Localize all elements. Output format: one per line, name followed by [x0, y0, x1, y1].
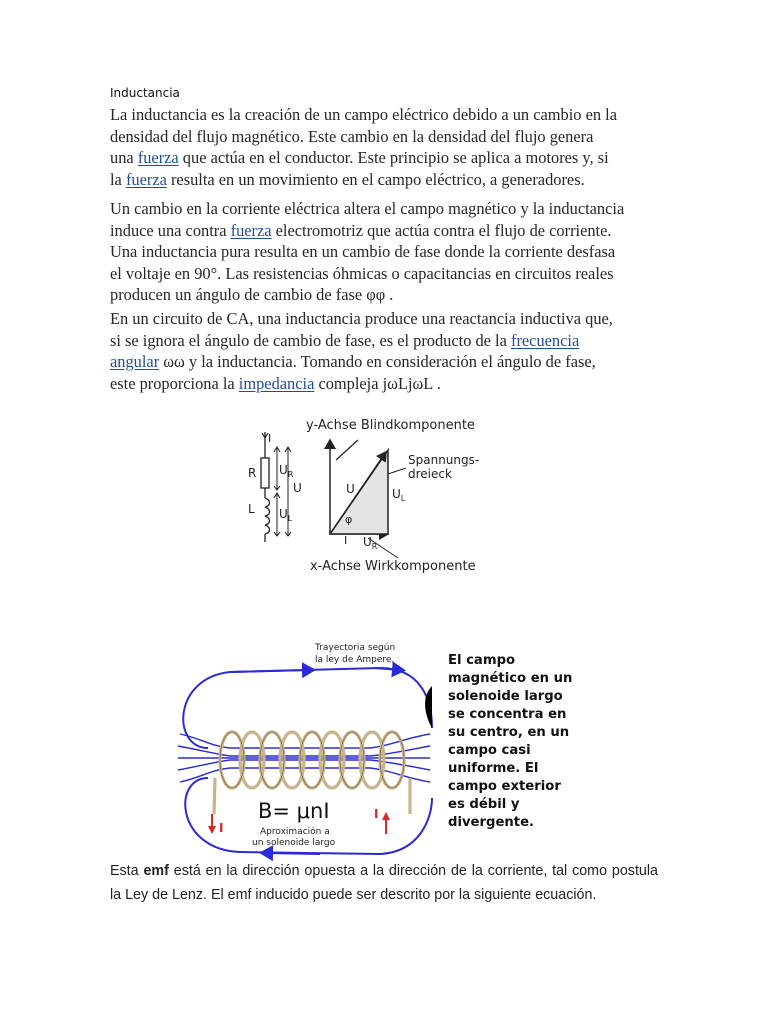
- triangle-label: Spannungs-: [408, 453, 480, 467]
- phi-label: φ: [345, 513, 353, 526]
- current-in-label: I: [219, 821, 224, 835]
- inductor-label: L: [248, 502, 255, 516]
- trajectory-label: Trayectoria según: [315, 643, 396, 653]
- solenoid-figure: [170, 638, 590, 868]
- formula: B= μnI: [258, 799, 330, 823]
- text-span: induce una contra: [110, 220, 231, 240]
- text-line: La inductancia es la creación de un campo eléctrico debido a un cambio en la: [110, 105, 617, 124]
- text-line: Un cambio en la corriente eléctrica altera el campo magnético y la inductancia: [110, 199, 625, 218]
- paragraph-3: [110, 308, 670, 394]
- ur-label: $U_R$: [279, 463, 294, 479]
- paragraph-1: [110, 104, 670, 190]
- text-line: En un circuito de CA, una inductancia produce una reactancia inductiva que,: [110, 309, 613, 328]
- approximation-label: un solenoide largo: [252, 838, 336, 848]
- text-line: [110, 169, 670, 191]
- trajectory-label: la ley de Ampere.: [315, 655, 395, 665]
- u-label: U: [293, 481, 302, 495]
- text-span: si se ignora el ángulo de cambio de fase, es el producto de la: [110, 330, 511, 350]
- paragraph-2: [110, 198, 670, 306]
- paragraph-4: [110, 860, 658, 907]
- text-line: densidad del flujo magnético. Este cambio en la densidad del flujo genera: [110, 126, 594, 146]
- desc-line: campo casi: [448, 743, 531, 758]
- voltage-triangle-figure: [220, 410, 520, 580]
- triangle-label: dreieck: [408, 467, 452, 481]
- text-span: está en la dirección opuesta a la dirección de la corriente, tal como postula la Ley de Lenz. El emf inducido puede ser descrito por la siguiente ecuación.: [110, 863, 658, 903]
- text-line: [110, 147, 670, 169]
- text-line: [110, 220, 670, 242]
- text-span: la: [110, 169, 126, 189]
- link-frecuencia-angular[interactable]: frecuencia: [510, 330, 580, 350]
- ul-vector-label: $U_L$: [392, 487, 406, 503]
- resistor-label: R: [248, 466, 257, 480]
- text-span: este proporciona la: [110, 373, 239, 393]
- text-span: ωω y la inductancia. Tomando en consideración el ángulo de fase,: [159, 352, 596, 371]
- desc-line: uniforme. El: [448, 761, 539, 776]
- text-line: [110, 351, 670, 373]
- text-span: electromotriz que actúa contra el flujo de corriente.: [271, 220, 612, 240]
- text-line: [110, 330, 670, 352]
- link-fuerza[interactable]: fuerza: [125, 169, 167, 189]
- text-line: [110, 373, 670, 395]
- desc-line: su centro, en un: [448, 725, 570, 740]
- desc-line: solenoide largo: [448, 689, 563, 704]
- approximation-label: Aproximación a: [260, 827, 330, 837]
- text-span: que actúa en el conductor. Este principio se aplica a motores y, si: [178, 148, 609, 167]
- page-heading: Inductancia: [110, 86, 180, 100]
- x-axis-label: x-Achse Wirkkomponente: [310, 559, 476, 574]
- text-line: producen un ángulo de cambio de fase φφ .: [110, 285, 394, 304]
- current-out-label: I: [374, 807, 379, 821]
- i-vector-label: I: [344, 534, 348, 547]
- desc-line: El campo: [448, 653, 516, 668]
- emf-term: emf: [143, 863, 169, 879]
- text-line: Una inductancia pura resulta en un cambio de fase donde la corriente desfasa: [110, 242, 616, 261]
- desc-line: se concentra en: [448, 707, 567, 722]
- desc-line: magnético en un: [448, 671, 573, 686]
- desc-line: campo exterior: [448, 779, 561, 794]
- link-fuerza[interactable]: fuerza: [137, 148, 179, 167]
- link-frecuencia-angular[interactable]: angular: [110, 352, 160, 371]
- text-line: el voltaje en 90°. Las resistencias óhmicas o capacitancias en circuitos reales: [110, 263, 614, 283]
- link-impedancia[interactable]: impedancia: [238, 373, 315, 393]
- link-fuerza[interactable]: fuerza: [230, 220, 272, 240]
- solenoid-description: [448, 653, 572, 830]
- text-span: una: [110, 148, 138, 167]
- text-span: resulta en un movimiento en el campo eléctrico, a generadores.: [166, 169, 585, 189]
- desc-line: es débil y: [448, 797, 520, 812]
- text-span: Esta: [110, 863, 144, 879]
- desc-line: divergente.: [448, 815, 535, 830]
- current-label: I: [268, 432, 272, 445]
- y-axis-label: y-Achse Blindkomponente: [306, 418, 475, 433]
- u-vector-label: U: [346, 482, 355, 496]
- ul-label: $U_L$: [279, 507, 293, 523]
- text-span: compleja jωLjωL .: [314, 373, 441, 393]
- ur-vector-label: $U_R$: [363, 535, 378, 551]
